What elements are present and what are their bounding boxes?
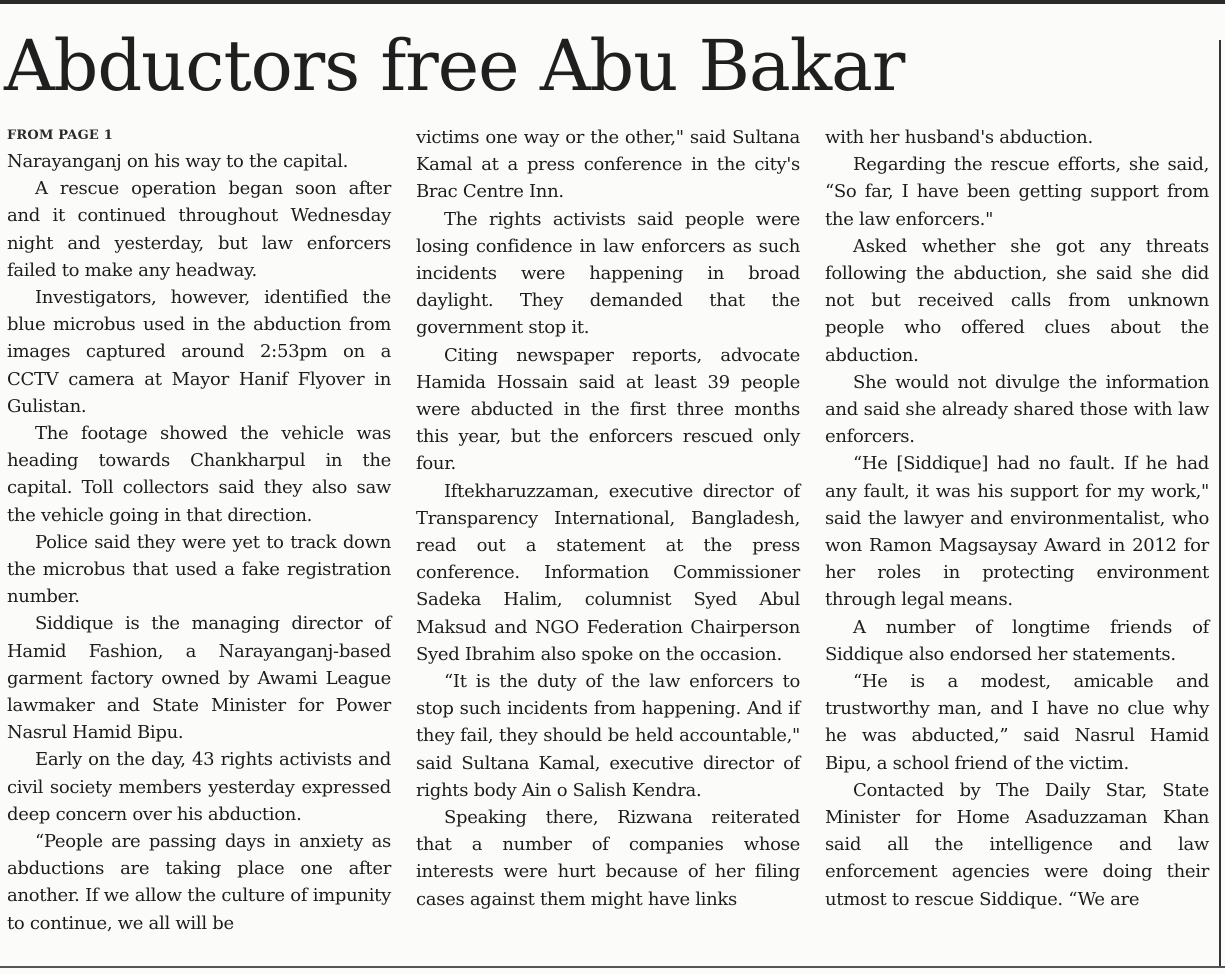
paragraph: with her husband's abduction. — [825, 127, 1093, 148]
column-rule-right — [1219, 40, 1221, 966]
headline: Abductors free Abu Bakar — [4, 25, 905, 107]
paragraph: The rights activists said people were losing confidence in law enforcers as such incidents were happening in broad daylight. They demanded that the government stop it. — [416, 208, 800, 339]
paragraph: Investigators, however, identified the blue microbus used in the abduction from images captured around 2:53pm on a CCTV camera at Mayor Hanif Flyover in Gulistan. — [7, 287, 391, 417]
kicker-from-page: FROM PAGE 1 — [7, 128, 113, 143]
paragraph: Asked whether she got any threats following the abduction, she said she did not but received calls from unknown people who offered clues about the abduction. — [825, 235, 1209, 366]
paragraph: A number of longtime friends of Siddique also endorsed her statements. — [825, 616, 1209, 665]
paragraph: “People are passing days in anxiety as abductions are taking place one after another. If we allow the culture of impunity to continue, we all will be — [7, 831, 391, 934]
article-column-3 — [825, 124, 1209, 913]
paragraph: Iftekharuzzaman, executive director of Transparency International, Bangladesh, read out a statement at the press conference. Information Commissioner Sadeka Halim, columnist Syed Abul Maksud and NGO Federation Chairperson Syed Ibrahim also spoke on the occasion. — [416, 480, 800, 665]
paragraph: Siddique is the managing director of Hamid Fashion, a Narayanganj-based garment factory owned by Awami League lawmaker and State Minister for Power Nasrul Hamid Bipu. — [7, 613, 391, 744]
article-column-1 — [7, 124, 391, 937]
top-rule — [0, 0, 1225, 4]
article-column-2 — [416, 124, 800, 913]
bottom-rule — [0, 966, 1225, 968]
paragraph: Narayanganj on his way to the capital. — [7, 151, 349, 172]
paragraph: “He [Siddique] had no fault. If he had any fault, it was his support for my work," said the lawyer and environmentalist, who won Ramon Magsaysay Award in 2012 for her roles in protecting environment through legal means. — [825, 453, 1209, 611]
paragraph: A rescue operation began soon after and it continued throughout Wednesday night and yesterday, but law enforcers failed to make any headway. — [7, 178, 391, 281]
paragraph: Police said they were yet to track down the microbus that used a fake registration number. — [7, 531, 391, 608]
paragraph: “He is a modest, amicable and trustworthy man, and I have no clue why he was abducted,” said Nasrul Hamid Bipu, a school friend of the victim. — [825, 671, 1209, 774]
paragraph: The footage showed the vehicle was heading towards Chankharpul in the capital. Toll collectors said they also saw the vehicle going in that direction. — [7, 423, 391, 526]
paragraph: Regarding the rescue efforts, she said, “So far, I have been getting support from the law enforcers." — [825, 154, 1209, 230]
paragraph: “It is the duty of the law enforcers to stop such incidents from happening. And if they fail, they should be held accountable," said Sultana Kamal, executive director of rights body Ain o Salish Kendra. — [416, 671, 800, 801]
paragraph: Early on the day, 43 rights activists and civil society members yesterday expressed deep concern over his abduction. — [7, 749, 391, 825]
paragraph: victims one way or the other," said Sultana Kamal at a press conference in the city's Brac Centre Inn. — [416, 127, 800, 203]
paragraph: She would not divulge the information and said she already shared those with law enforcers. — [825, 371, 1209, 448]
paragraph: Speaking there, Rizwana reiterated that a number of companies whose interests were hurt because of her filing cases against them might have links — [416, 807, 800, 910]
paragraph: Contacted by The Daily Star, State Minister for Home Asaduzzaman Khan said all the intelligence and law enforcement agencies were doing their utmost to rescue Siddique. “We are — [825, 779, 1209, 910]
paragraph: Citing newspaper reports, advocate Hamida Hossain said at least 39 people were abducted in the first three months this year, but the enforcers rescued only four. — [416, 344, 800, 475]
